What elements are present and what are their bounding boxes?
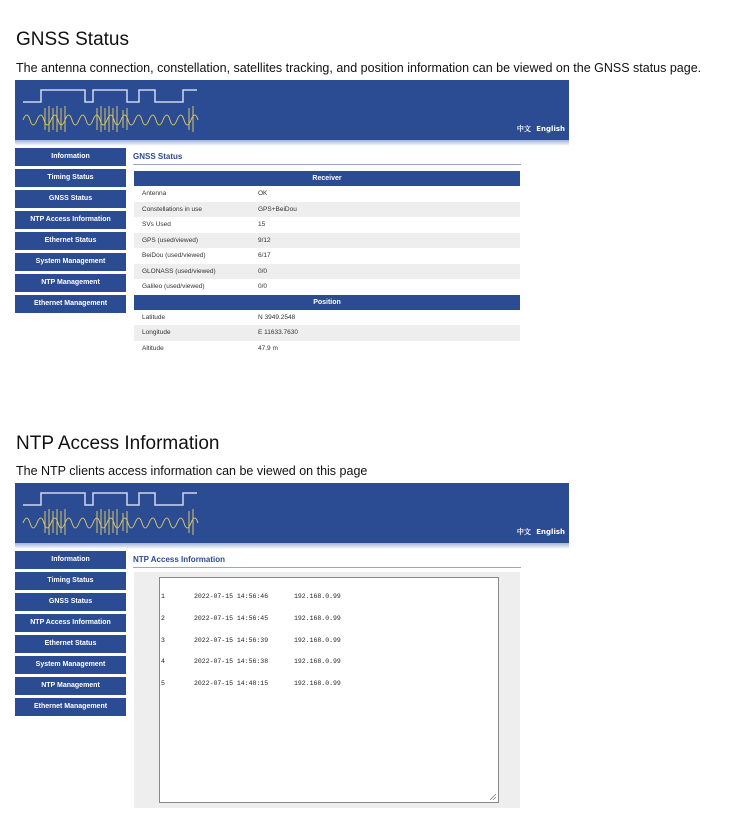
row-value: 0/0 [258, 283, 268, 291]
row-value: 9/12 [258, 236, 271, 244]
lang-chinese-link[interactable]: 中文 [516, 125, 531, 133]
sidebar-item-ethernet-management[interactable]: Ethernet Management [15, 295, 126, 313]
log-entry [161, 593, 498, 600]
ntp-panel-title: NTP Access Information [133, 555, 226, 564]
sidebar-item-gnss-status[interactable]: GNSS Status [15, 593, 126, 611]
sidebar-item-ethernet-status[interactable]: Ethernet Status [15, 635, 126, 653]
log-ip: 192.168.0.99 [294, 615, 341, 623]
table-row [134, 217, 520, 233]
row-value: N 3949.2548 [258, 313, 296, 321]
log-entry [161, 637, 498, 644]
log-entry [161, 680, 498, 687]
row-label: Antenna [142, 190, 167, 198]
sidebar-item-timing-status[interactable]: Timing Status [15, 169, 126, 187]
row-label: GPS (used/viewed) [142, 236, 198, 244]
sidebar-item-ntp-management[interactable]: NTP Management [15, 274, 126, 292]
log-ip: 192.168.0.99 [294, 636, 341, 644]
language-switch [514, 527, 565, 537]
gnss-section-description: The antenna connection, constellation, satellites tracking, and position information can be viewed on the GNSS status page. [16, 61, 702, 75]
table-row [134, 233, 520, 249]
sidebar-item-ntp-management[interactable]: NTP Management [15, 677, 126, 695]
sidebar-item-ethernet-status[interactable]: Ethernet Status [15, 232, 126, 250]
log-time: 2022-07-15 14:56:46 [194, 593, 269, 601]
gnss-section-heading: GNSS Status [16, 29, 129, 50]
table-row [134, 202, 520, 218]
lang-english-link[interactable]: English [536, 125, 565, 133]
lang-english-link[interactable]: English [536, 528, 565, 536]
receiver-header: Receiver [134, 171, 520, 186]
ntp-access-log-textarea[interactable] [159, 577, 499, 803]
position-header: Position [134, 295, 520, 310]
log-ip: 192.168.0.99 [294, 679, 341, 687]
row-value: 47.9 m [258, 344, 278, 352]
row-value: OK [258, 190, 268, 198]
row-label: Constellations in use [142, 205, 202, 213]
log-time: 2022-07-15 14:48:15 [194, 679, 269, 687]
ntp-banner [15, 483, 569, 543]
row-value: E 11633.7630 [258, 329, 298, 337]
sidebar-item-ethernet-management[interactable]: Ethernet Management [15, 698, 126, 716]
log-entry [161, 615, 498, 622]
table-row [134, 325, 520, 341]
table-row [134, 310, 520, 326]
panel-divider [133, 567, 521, 568]
row-value: 15 [258, 221, 266, 229]
log-index: 4 [161, 658, 165, 666]
table-row [134, 279, 520, 295]
log-index: 3 [161, 636, 165, 644]
log-entry [161, 658, 498, 665]
row-label: Longitude [142, 329, 171, 337]
row-label: SVs Used [142, 221, 171, 229]
lang-chinese-link[interactable]: 中文 [516, 528, 531, 536]
row-value: 6/17 [258, 252, 271, 260]
table-row [134, 248, 520, 264]
table-row [134, 264, 520, 280]
sidebar-item-information[interactable]: Information [15, 148, 126, 166]
row-label: Latitude [142, 313, 166, 321]
log-time: 2022-07-15 14:56:45 [194, 615, 269, 623]
gnss-status-table [134, 171, 520, 356]
sidebar-item-system-management[interactable]: System Management [15, 253, 126, 271]
sidebar-item-ntp-access-information[interactable]: NTP Access Information [15, 211, 126, 229]
table-row [134, 186, 520, 202]
sidebar-item-information[interactable]: Information [15, 551, 126, 569]
gnss-banner [15, 80, 569, 140]
language-switch [514, 124, 565, 134]
ntp-section-heading: NTP Access Information [16, 433, 220, 454]
ntp-log-container [134, 572, 520, 808]
row-label: Galileo (used/viewed) [142, 283, 205, 291]
gnss-panel-title: GNSS Status [133, 152, 183, 161]
ntp-section-description: The NTP clients access information can be viewed on this page [16, 464, 368, 478]
sidebar-item-timing-status[interactable]: Timing Status [15, 572, 126, 590]
sidebar-item-system-management[interactable]: System Management [15, 656, 126, 674]
resize-handle-icon[interactable] [490, 794, 496, 800]
log-index: 1 [161, 593, 165, 601]
log-time: 2022-07-15 14:56:38 [194, 658, 269, 666]
log-ip: 192.168.0.99 [294, 658, 341, 666]
sidebar-item-gnss-status[interactable]: GNSS Status [15, 190, 126, 208]
signal-waveform-logo [15, 483, 275, 543]
banner-divider [15, 543, 569, 549]
log-ip: 192.168.0.99 [294, 593, 341, 601]
row-label: BeiDou (used/viewed) [142, 252, 206, 260]
row-label: Altitude [142, 344, 164, 352]
row-value: GPS+BeiDou [258, 205, 297, 213]
log-index: 2 [161, 615, 165, 623]
banner-divider [15, 140, 569, 146]
gnss-sidebar [15, 148, 126, 316]
row-value: 0/0 [258, 267, 268, 275]
sidebar-item-ntp-access-information[interactable]: NTP Access Information [15, 614, 126, 632]
ntp-sidebar [15, 551, 126, 719]
signal-waveform-logo [15, 80, 275, 140]
log-time: 2022-07-15 14:56:39 [194, 636, 269, 644]
panel-divider [133, 164, 521, 165]
log-index: 5 [161, 679, 165, 687]
table-row [134, 341, 520, 357]
row-label: GLONASS (used/viewed) [142, 267, 216, 275]
